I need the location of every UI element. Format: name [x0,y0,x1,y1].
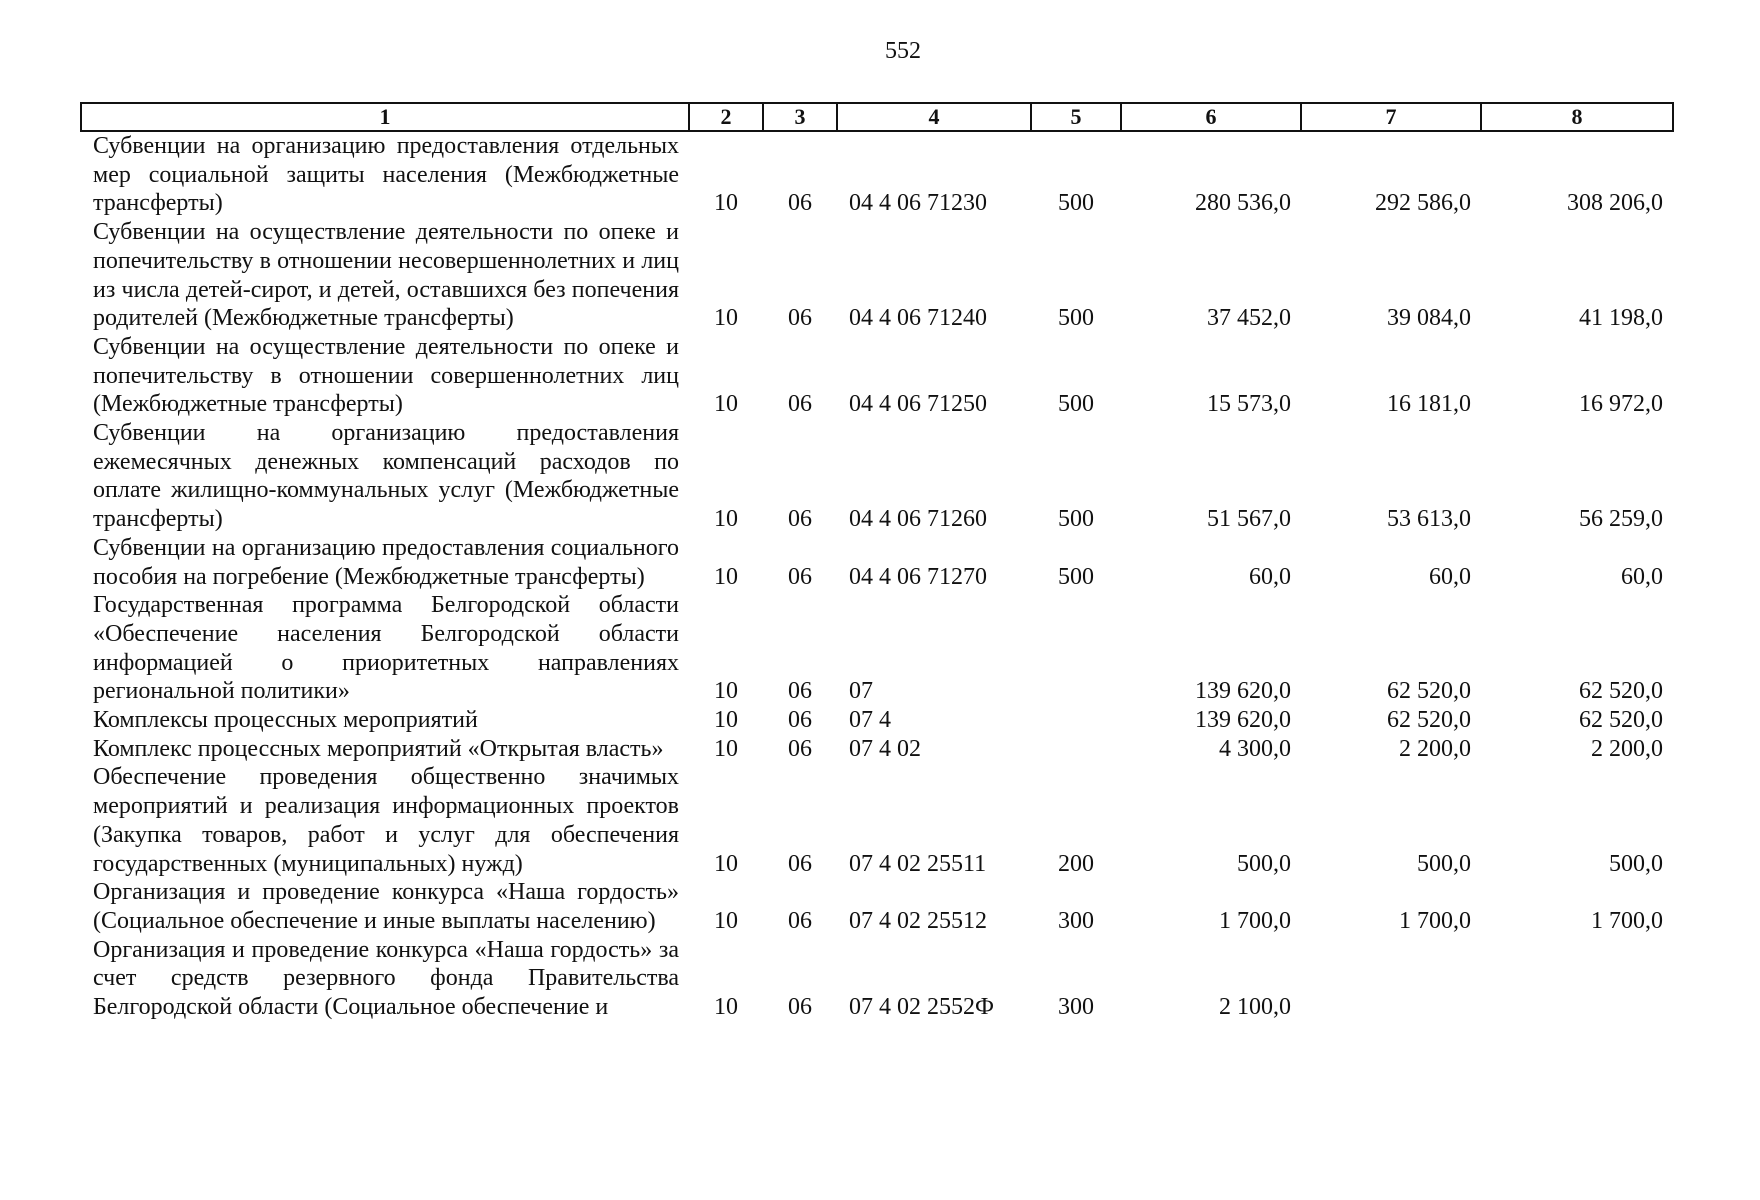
amount-col-8: 500,0 [1609,850,1663,877]
expense-kind-code: 500 [1058,563,1094,590]
amount-col-8: 2 200,0 [1591,735,1663,762]
amount-col-8: 56 259,0 [1579,506,1663,533]
amount-col-7: 53 613,0 [1387,506,1471,533]
amount-col-6: 1 700,0 [1219,907,1291,934]
target-article-code: 07 4 02 25512 [849,907,987,934]
amount-col-7: 1 700,0 [1399,907,1471,934]
section-code: 10 [714,391,738,418]
expense-name: Комплекс процессных мероприятий «Открытая власть» [93,735,664,762]
header-cell: 8 [1481,103,1673,131]
amount-col-8: 62 520,0 [1579,707,1663,734]
expense-name: Субвенции на организацию предоставления ежемесячных денежных компенсаций расходов по оплате жилищно-коммунальных услуг (Межбюджетные трансферты) [93,420,679,533]
amount-col-6: 15 573,0 [1207,391,1291,418]
amount-col-8: 62 520,0 [1579,678,1663,705]
header-cell: 1 [81,103,689,131]
header-cell: 3 [763,103,837,131]
amount-col-6: 139 620,0 [1195,678,1291,705]
subsection-code: 06 [788,305,812,332]
table-header-row [81,103,1673,131]
subsection-code: 06 [788,907,812,934]
target-article-code: 07 4 [849,707,891,734]
expense-kind-code: 500 [1058,391,1094,418]
subsection-code: 06 [788,563,812,590]
table-row [81,936,1673,1022]
header-cell: 4 [837,103,1031,131]
section-code: 10 [714,678,738,705]
amount-col-8: 41 198,0 [1579,305,1663,332]
amount-col-6: 51 567,0 [1207,506,1291,533]
subsection-code: 06 [788,994,812,1021]
section-code: 10 [714,994,738,1021]
expense-kind-code: 500 [1058,305,1094,332]
amount-col-7 [1301,936,1481,1022]
expense-name: Государственная программа Белгородской области «Обеспечение населения Белгородской области информацией о приоритетных направлениях региональной политики» [93,592,679,705]
subsection-code: 06 [788,506,812,533]
table-row [81,591,1673,706]
expense-kind-code: 200 [1058,850,1094,877]
section-code: 10 [714,506,738,533]
expense-kind-code [1031,591,1121,706]
expense-name: Организация и проведение конкурса «Наша гордость» (Социальное обеспечение и иные выплаты населению) [93,879,679,934]
table-row [81,878,1673,935]
expense-name: Комплексы процессных мероприятий [93,707,478,734]
section-code: 10 [714,735,738,762]
target-article-code: 04 4 06 71260 [849,506,987,533]
target-article-code: 04 4 06 71240 [849,305,987,332]
amount-col-7: 62 520,0 [1387,678,1471,705]
amount-col-6: 280 536,0 [1195,190,1291,217]
expense-kind-code: 500 [1058,190,1094,217]
amount-col-6: 4 300,0 [1219,735,1291,762]
expense-name: Субвенции на организацию предоставления социального пособия на погребение (Межбюджетные трансферты) [93,534,679,590]
header-cell: 7 [1301,103,1481,131]
amount-col-7: 62 520,0 [1387,707,1471,734]
amount-col-8: 60,0 [1621,563,1663,590]
amount-col-7: 16 181,0 [1387,391,1471,418]
target-article-code: 07 4 02 [849,735,921,762]
expense-name: Субвенции на осуществление деятельности по опеке и попечительству в отношении несовершеннолетних и лиц из числа детей-сирот, и детей, оставшихся без попечения родителей (Межбюджетные трансферты) [93,219,679,332]
expense-kind-code [1031,706,1121,735]
expense-kind-code [1031,735,1121,764]
target-article-code: 07 4 02 2552Ф [849,994,994,1021]
expense-name: Субвенции на осуществление деятельности по опеке и попечительству в отношении совершеннолетних лиц (Межбюджетные трансферты) [93,333,679,418]
amount-col-6: 37 452,0 [1207,305,1291,332]
target-article-code: 04 4 06 71230 [849,190,987,217]
section-code: 10 [714,850,738,877]
table-row [81,131,1673,218]
subsection-code: 06 [788,850,812,877]
amount-col-7: 292 586,0 [1375,190,1471,217]
section-code: 10 [714,305,738,332]
subsection-code: 06 [788,678,812,705]
target-article-code: 04 4 06 71250 [849,391,987,418]
expense-name: Обеспечение проведения общественно значимых мероприятий и реализация информационных проектов (Закупка товаров, работ и услуг для обеспечения государственных (муниципальных) нужд) [93,764,679,877]
section-code: 10 [714,907,738,934]
amount-col-6: 60,0 [1249,563,1291,590]
amount-col-6: 2 100,0 [1219,994,1291,1021]
amount-col-7: 2 200,0 [1399,735,1471,762]
table-row [81,333,1673,419]
section-code: 10 [714,190,738,217]
section-code: 10 [714,707,738,734]
expense-name: Организация и проведение конкурса «Наша гордость» за счет средств резервного фонда Правительства Белгородской области (Социальное обеспечение и [93,936,679,1021]
subsection-code: 06 [788,735,812,762]
target-article-code: 04 4 06 71270 [849,563,987,590]
table-row [81,419,1673,534]
header-cell: 2 [689,103,763,131]
subsection-code: 06 [788,707,812,734]
header-cell: 5 [1031,103,1121,131]
table-row [81,218,1673,333]
target-article-code: 07 4 02 25511 [849,850,987,877]
page-number: 552 [885,38,921,64]
table-row [81,735,1673,764]
amount-col-8: 1 700,0 [1591,907,1663,934]
expense-kind-code: 300 [1058,907,1094,934]
amount-col-6: 500,0 [1237,850,1291,877]
amount-col-8: 308 206,0 [1567,190,1663,217]
header-cell: 6 [1121,103,1301,131]
budget-table [80,102,1674,1022]
expense-kind-code: 500 [1058,506,1094,533]
expense-kind-code: 300 [1058,994,1094,1021]
amount-col-7: 39 084,0 [1387,305,1471,332]
subsection-code: 06 [788,391,812,418]
expense-name: Субвенции на организацию предоставления отдельных мер социальной защиты населения (Межбюджетные трансферты) [93,133,679,217]
subsection-code: 06 [788,190,812,217]
amount-col-8 [1481,936,1673,1022]
table-row [81,763,1673,878]
table-row [81,706,1673,735]
amount-col-8: 16 972,0 [1579,391,1663,418]
amount-col-7: 60,0 [1429,563,1471,590]
table-row [81,534,1673,591]
amount-col-7: 500,0 [1417,850,1471,877]
target-article-code: 07 [849,678,873,705]
section-code: 10 [714,563,738,590]
amount-col-6: 139 620,0 [1195,707,1291,734]
